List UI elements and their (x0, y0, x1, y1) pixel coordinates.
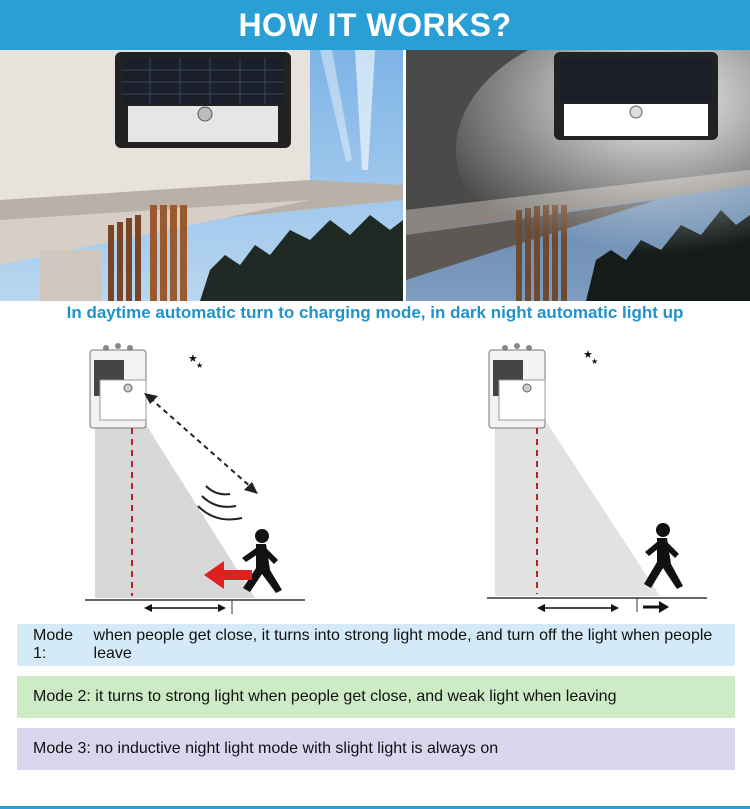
diagram-leaving (475, 338, 725, 618)
mode-2-row (17, 676, 735, 718)
solar-lamp-icon (489, 343, 545, 428)
arrow-icon (643, 601, 669, 613)
running-person-icon (242, 529, 282, 593)
mode-3-text: no inductive night light mode with slight light is always on (95, 740, 499, 757)
solar-lamp-icon (90, 343, 146, 428)
mode-1-row (17, 624, 735, 666)
svg-text:★: ★ (188, 352, 198, 365)
mode-1-label: Mode 1: (33, 627, 74, 662)
moon-stars-icon (170, 344, 203, 370)
svg-text:★: ★ (196, 361, 204, 370)
mode-3-row (17, 728, 735, 770)
page-title: HOW IT WORKS? (238, 6, 512, 43)
svg-text:★: ★ (591, 357, 599, 366)
photo-night-light (406, 50, 750, 301)
mode-1-text: when people get close, it turns into strong light mode, and turn off the light when people leave (93, 627, 713, 662)
solar-lamp-icon (115, 52, 291, 148)
mode-2-label: Mode 2: (33, 688, 91, 705)
mode-3-label: Mode 3: (33, 740, 91, 757)
diagram-approach (70, 338, 320, 618)
motion-wave-icon (198, 486, 242, 520)
moon-stars-icon (565, 340, 598, 366)
running-person-icon (644, 523, 683, 589)
mode-2-text: it turns to strong light when people get close, and weak light when leaving (95, 688, 617, 705)
photo-daytime-charging (0, 50, 403, 301)
page-header (0, 0, 750, 50)
svg-text:★: ★ (583, 348, 593, 361)
mode-caption: In daytime automatic turn to charging mode, in dark night automatic light up (66, 303, 684, 322)
